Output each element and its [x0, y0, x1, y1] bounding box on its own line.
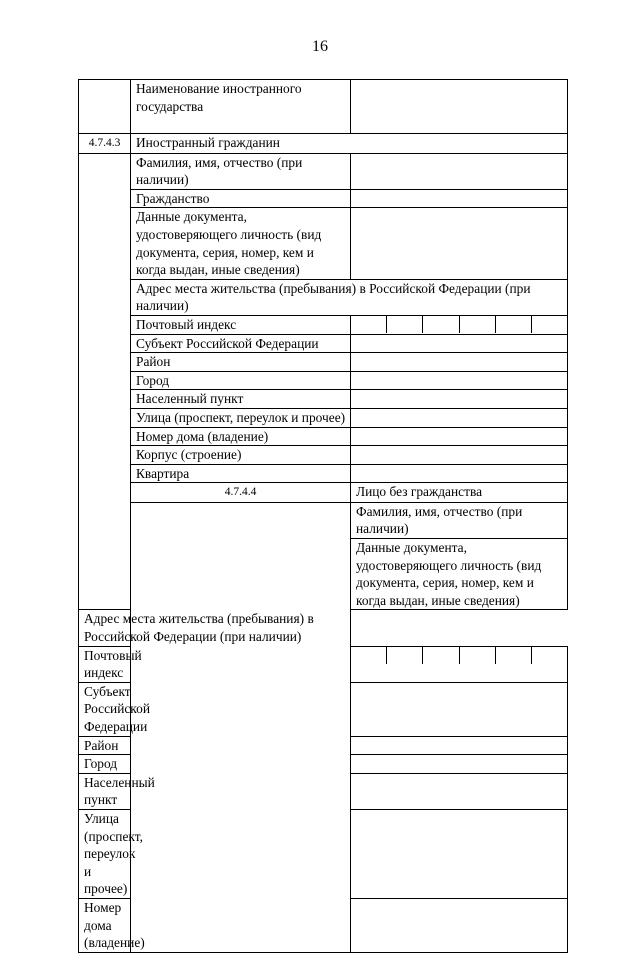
section-title: Лицо без гражданства [351, 483, 568, 503]
field-value-street[interactable] [351, 408, 568, 427]
table-row [79, 353, 568, 372]
page-number: 16 [312, 38, 328, 55]
field-label-settlement: Населенный пункт [79, 773, 131, 809]
field-label-city: Город [131, 371, 351, 390]
table-row [79, 390, 568, 409]
table-row-foreign-state [79, 80, 568, 134]
table-row [79, 334, 568, 353]
field-value-building[interactable] [351, 446, 568, 465]
field-label-settlement: Населенный пункт [131, 390, 351, 409]
field-value-settlement[interactable] [351, 773, 568, 809]
table-row [79, 208, 568, 279]
field-label-house: Номер дома (владение) [131, 427, 351, 446]
section-number: 4.7.4.3 [79, 134, 131, 154]
field-label-citizenship: Гражданство [131, 189, 351, 208]
table-row [79, 371, 568, 390]
form-table [78, 79, 568, 953]
field-value-subject[interactable] [351, 682, 568, 736]
row-number-empty [79, 80, 131, 134]
table-row [79, 408, 568, 427]
section-title: Иностранный гражданин [131, 134, 568, 154]
field-label-postal-index: Почтовый индекс [79, 646, 131, 682]
field-label-city: Город [79, 755, 131, 774]
table-row [79, 446, 568, 465]
field-value-district[interactable] [351, 353, 568, 372]
section-number: 4.7.4.4 [131, 483, 351, 503]
field-value-house[interactable] [351, 898, 568, 952]
field-label-house: Номер дома (владение) [79, 898, 131, 952]
table-row [79, 315, 568, 334]
field-value-document[interactable] [351, 208, 568, 279]
field-label-district: Район [131, 353, 351, 372]
table-row [79, 427, 568, 446]
field-label-subject: Субъект Российской Федерации [79, 682, 131, 736]
field-value-street[interactable] [351, 809, 568, 898]
field-label-fio: Фамилия, имя, отчество (при наличии) [131, 153, 351, 189]
address-header: Адрес места жительства (пребывания) в Российской Федерации (при наличии) [131, 279, 568, 315]
field-label-building: Корпус (строение) [131, 446, 351, 465]
table-row [79, 153, 568, 189]
field-label-document: Данные документа, удостоверяющего личность (вид документа, серия, номер, кем и когда выдан, иные сведения) [351, 539, 568, 610]
field-value-foreign-state[interactable] [351, 80, 568, 134]
field-value-subject[interactable] [351, 334, 568, 353]
address-header: Адрес места жительства (пребывания) в Российской Федерации (при наличии) [79, 610, 351, 646]
table-row [79, 502, 568, 538]
field-value-city[interactable] [351, 371, 568, 390]
field-value-city[interactable] [351, 755, 568, 774]
field-label-street: Улица (проспект, переулок и прочее) [79, 809, 131, 898]
field-label-apartment: Квартира [131, 464, 351, 483]
field-value-district[interactable] [351, 736, 568, 755]
field-value-settlement[interactable] [351, 390, 568, 409]
table-row [79, 610, 568, 646]
table-row [79, 189, 568, 208]
field-value-fio[interactable] [351, 153, 568, 189]
field-label-document: Данные документа, удостоверяющего личность (вид документа, серия, номер, кем и когда выдан, иные сведения) [131, 208, 351, 279]
field-value-house[interactable] [351, 427, 568, 446]
table-row [79, 279, 568, 315]
section-header-foreign-citizen [79, 134, 568, 154]
field-label-district: Район [79, 736, 131, 755]
table-row [79, 464, 568, 483]
field-value-citizenship[interactable] [351, 189, 568, 208]
field-label-postal-index: Почтовый индекс [131, 315, 351, 334]
postal-index-boxes[interactable] [351, 315, 568, 334]
field-value-apartment[interactable] [351, 464, 568, 483]
field-label-fio: Фамилия, имя, отчество (при наличии) [351, 502, 568, 538]
field-label-subject: Субъект Российской Федерации [131, 334, 351, 353]
field-label-street: Улица (проспект, переулок и прочее) [131, 408, 351, 427]
postal-index-boxes[interactable] [351, 646, 568, 682]
field-label-foreign-state: Наименование иностранного государства [131, 80, 351, 134]
section-header-stateless-person [79, 483, 568, 503]
